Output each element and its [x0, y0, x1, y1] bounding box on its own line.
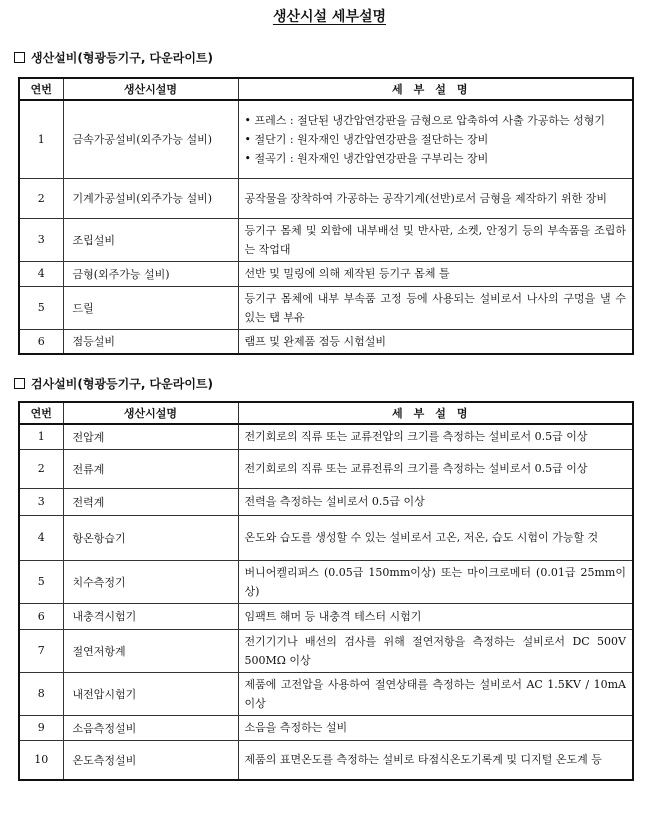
facility-description: 등기구 몸체에 내부 부속품 고정 등에 사용되는 설비로서 나사의 구멍을 낼 수 있는 탭 부유 — [238, 286, 633, 329]
row-number: 5 — [19, 286, 63, 329]
row-number: 1 — [19, 424, 63, 449]
table-row — [19, 560, 633, 603]
table-row — [19, 715, 633, 740]
row-number: 8 — [19, 672, 63, 715]
inspection-equipment-table — [18, 401, 634, 781]
table-row — [19, 603, 633, 629]
row-number: 2 — [19, 178, 63, 218]
bullet-item — [245, 111, 627, 130]
row-number: 10 — [19, 740, 63, 780]
document-title: 생산시설 세부설명 — [272, 9, 387, 25]
row-number: 9 — [19, 715, 63, 740]
facility-name: 조립설비 — [63, 218, 238, 261]
table-row — [19, 629, 633, 672]
table-row — [19, 740, 633, 780]
bullet-text: 프레스 : 절단된 냉간압연강판을 금형으로 압축하여 사출 가공하는 성형기 — [254, 113, 605, 127]
header-no: 연번 — [19, 78, 63, 100]
header-name: 생산시설명 — [63, 78, 238, 100]
production-section-title: 생산설비(형광등기구, 다운라이트) — [14, 49, 213, 66]
row-number: 3 — [19, 488, 63, 515]
facility-description: 제품의 표면온도를 측정하는 설비로 타점식온도기록계 및 디지털 온도계 등 — [238, 740, 633, 780]
bullet-text: 절곡기 : 원자재인 냉간압연강판을 구부리는 장비 — [254, 151, 489, 165]
row-number: 6 — [19, 603, 63, 629]
row-number: 4 — [19, 515, 63, 560]
bullet-dot-icon: • — [244, 151, 251, 165]
facility-description: 전기기기나 배선의 검사를 위해 절연저항을 측정하는 설비로서 DC 500V 500MΩ 이상 — [238, 629, 633, 672]
header-no: 연번 — [19, 402, 63, 424]
facility-name: 절연저항계 — [63, 629, 238, 672]
facility-description: 램프 및 완제품 점등 시험설비 — [238, 329, 633, 354]
row-number: 4 — [19, 261, 63, 286]
facility-description — [238, 100, 633, 178]
facility-description: 등기구 몸체 및 외함에 내부배선 및 반사판, 소켓, 안정기 등의 부속품을 조립하는 작업대 — [238, 218, 633, 261]
facility-description: 선반 및 밀링에 의해 제작된 등기구 몸체 틀 — [238, 261, 633, 286]
facility-name: 드릴 — [63, 286, 238, 329]
facility-name: 전압계 — [63, 424, 238, 449]
facility-name: 내전압시험기 — [63, 672, 238, 715]
header-desc: 세부설명 — [238, 402, 633, 424]
bullet-item — [245, 130, 627, 149]
table-row — [19, 515, 633, 560]
bullet-dot-icon: • — [244, 113, 251, 127]
facility-description: 소음을 측정하는 설비 — [238, 715, 633, 740]
table-row — [19, 329, 633, 354]
row-number: 3 — [19, 218, 63, 261]
table-row — [19, 488, 633, 515]
facility-description: 전기회로의 직류 또는 교류전압의 크기를 측정하는 설비로서 0.5급 이상 — [238, 424, 633, 449]
production-equipment-table — [18, 77, 634, 355]
header-desc: 세부설명 — [238, 78, 633, 100]
facility-description: 전기회로의 직류 또는 교류전류의 크기를 측정하는 설비로서 0.5급 이상 — [238, 449, 633, 488]
facility-description: 제품에 고전압을 사용하여 절연상태를 측정하는 설비로서 AC 1.5KV / 10mA 이상 — [238, 672, 633, 715]
header-name: 생산시설명 — [63, 402, 238, 424]
facility-description: 임팩트 해머 등 내충격 테스터 시험기 — [238, 603, 633, 629]
table-row — [19, 218, 633, 261]
row-number: 7 — [19, 629, 63, 672]
table-header-row — [19, 78, 633, 100]
facility-description: 전력을 측정하는 설비로서 0.5급 이상 — [238, 488, 633, 515]
table-header-row — [19, 402, 633, 424]
facility-name: 항온항습기 — [63, 515, 238, 560]
bullet-text: 절단기 : 원자재인 냉간압연강판을 절단하는 장비 — [254, 132, 489, 146]
row-number: 5 — [19, 560, 63, 603]
facility-name: 점등설비 — [63, 329, 238, 354]
facility-description: 버니어켈리퍼스 (0.05급 150mm이상) 또는 마이크로메터 (0.01급 25mm이상) — [238, 560, 633, 603]
table-row — [19, 261, 633, 286]
row-number: 1 — [19, 100, 63, 178]
table-row — [19, 449, 633, 488]
inspection-section-title: 검사설비(형광등기구, 다운라이트) — [14, 375, 213, 392]
facility-name: 치수측정기 — [63, 560, 238, 603]
facility-name: 온도측정설비 — [63, 740, 238, 780]
table-row — [19, 286, 633, 329]
bullet-item — [245, 149, 627, 168]
facility-name: 내충격시험기 — [63, 603, 238, 629]
checkbox-icon — [14, 378, 25, 389]
bullet-dot-icon: • — [244, 132, 251, 146]
table-row — [19, 424, 633, 449]
facility-name: 금형(외주가능 설비) — [63, 261, 238, 286]
facility-description: 공작물을 장착하여 가공하는 공작기계(선반)로서 금형을 제작하기 위한 장비 — [238, 178, 633, 218]
table-row — [19, 672, 633, 715]
facility-name: 전력계 — [63, 488, 238, 515]
facility-name: 기계가공설비(외주가능 설비) — [63, 178, 238, 218]
row-number: 6 — [19, 329, 63, 354]
checkbox-icon — [14, 52, 25, 63]
table-row — [19, 100, 633, 178]
facility-name: 전류계 — [63, 449, 238, 488]
table-row — [19, 178, 633, 218]
facility-description: 온도와 습도를 생성할 수 있는 설비로서 고온, 저온, 습도 시험이 가능할 것 — [238, 515, 633, 560]
facility-name: 금속가공설비(외주가능 설비) — [63, 100, 238, 178]
facility-name: 소음측정설비 — [63, 715, 238, 740]
row-number: 2 — [19, 449, 63, 488]
